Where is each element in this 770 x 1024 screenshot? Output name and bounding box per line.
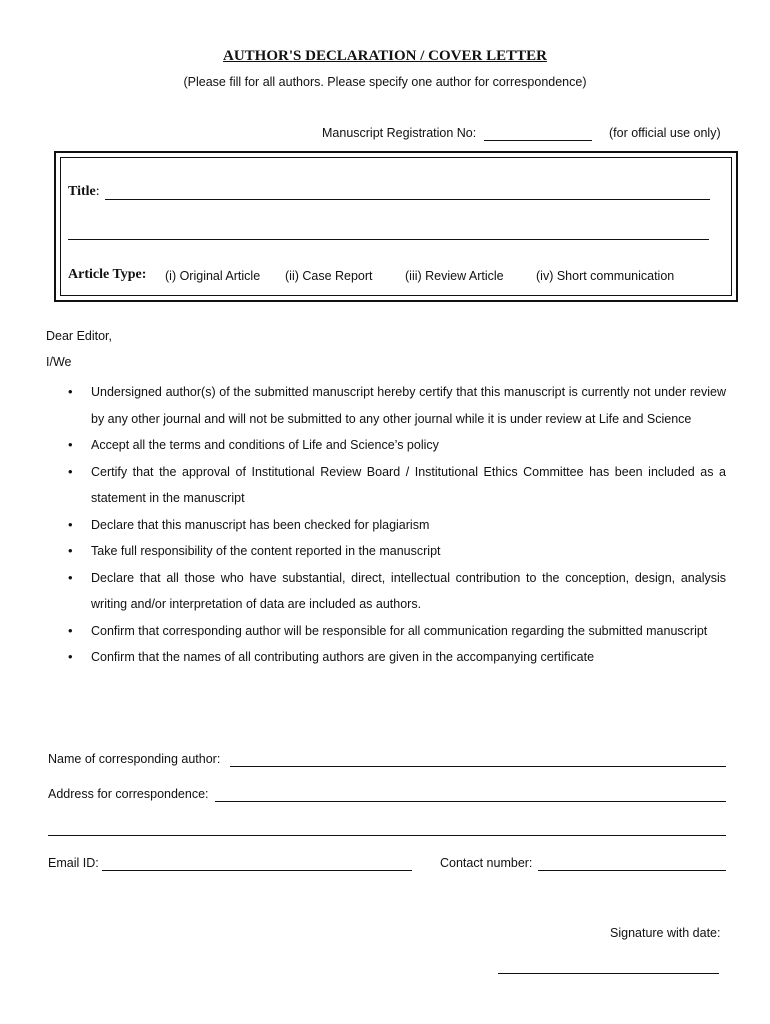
article-type-label: Article Type: [68,267,147,282]
article-type-original[interactable]: (i) Original Article [165,269,261,283]
contact-field[interactable] [538,870,726,871]
corresponding-author-field[interactable] [230,766,726,767]
declaration-item: • Confirm that corresponding author will be responsible for all communication regarding the submitted manuscript [46,618,726,645]
document-title: AUTHOR'S DECLARATION / COVER LETTER [223,48,547,64]
email-label: Email ID: [48,856,99,870]
declaration-item: • Accept all the terms and conditions of Life and Science’s policy [46,432,726,459]
article-type-short-communication[interactable]: (iv) Short communication [536,269,675,283]
declaration-item: • Take full responsibility of the content reported in the manuscript [46,538,726,565]
title-field-line-1[interactable] [105,199,710,200]
title-field-line-2[interactable] [68,239,709,240]
official-use-note: (for official use only) [609,126,721,140]
registration-number-field[interactable] [484,140,592,141]
declaration-item: • Confirm that the names of all contributing authors are given in the accompanying certificate [46,644,726,671]
address-label: Address for correspondence: [48,787,209,801]
document-subtitle: (Please fill for all authors. Please specify one author for correspondence) [183,75,587,89]
signature-field[interactable] [498,973,719,974]
declaration-item: • Declare that all those who have substantial, direct, intellectual contribution to the conception, design, analysis writing and/or interpretation of data are included as authors. [46,565,726,618]
corresponding-author-label: Name of corresponding author: [48,752,221,766]
declaration-item: • Declare that this manuscript has been checked for plagiarism [46,512,726,539]
contact-label: Contact number: [440,856,533,870]
salutation: Dear Editor, [46,329,113,343]
address-field-line-1[interactable] [215,801,726,802]
article-type-review[interactable]: (iii) Review Article [405,269,504,283]
declaration-list [46,379,726,671]
declaration-item: • Undersigned author(s) of the submitted manuscript hereby certify that this manuscript is currently not under review by any other journal and will not be submitted to any other journal while it is under review at Life and Science [46,379,726,432]
registration-label: Manuscript Registration No: [322,126,477,140]
email-field[interactable] [102,870,412,871]
subject-pronoun: I/We [46,355,72,369]
title-label: Title: [68,184,100,199]
declaration-item: • Certify that the approval of Institutional Review Board / Institutional Ethics Committee has been included as a statement in the manuscript [46,459,726,512]
article-type-case-report[interactable]: (ii) Case Report [285,269,373,283]
address-field-line-2[interactable] [48,835,726,836]
signature-label: Signature with date: [610,926,721,940]
